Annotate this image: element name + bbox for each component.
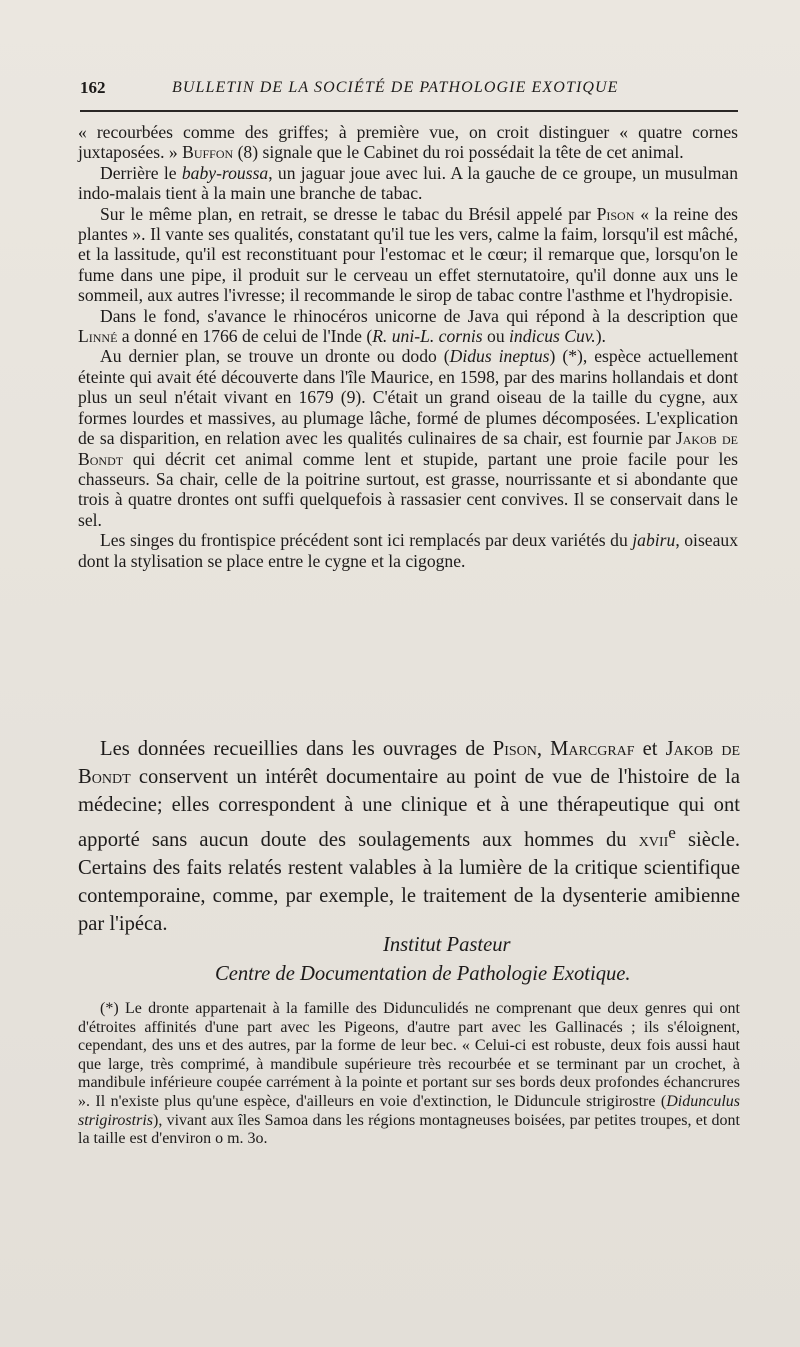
text-run: conservent un intérêt documentaire au point de vue de l'histoire de la médecine; elles correspondent à une clinique et à une thérapeutique qui ont apporté sans aucun doute des soulagements aux hommes du (78, 766, 740, 851)
author-name: Linné (78, 326, 118, 347)
author-name: Pison (492, 738, 537, 760)
paragraph-2 (78, 163, 738, 204)
text-run: , un jaguar joue avec lui. A la gauche de ce groupe, un musulman indo-malais tient à la main une branche de tabac. (78, 162, 738, 204)
text-run: Les singes du frontispice précédent sont ici remplacés par deux variétés du (100, 530, 633, 551)
italic-term: Didus ineptus (449, 346, 550, 367)
italic-term: R. uni-L. cornis (372, 326, 483, 347)
main-text-small (78, 122, 738, 571)
paragraph-conclusion (78, 735, 740, 938)
footnote (78, 1000, 740, 1149)
text-run: et (634, 738, 666, 760)
signature-block (160, 931, 740, 989)
text-run: Les données recueillies dans les ouvrages de (100, 738, 493, 760)
signature-institution: Institut Pasteur (383, 934, 511, 956)
italic-term: Didunculus strigirostris (78, 1092, 740, 1129)
paragraph-6 (78, 530, 738, 571)
author-name: Marcgraf (550, 738, 635, 760)
italic-term: indicus Cuv. (509, 326, 596, 347)
text-run: Dans le fond, s'avance le rhinocéros unicorne de Java qui répond à la description que (100, 305, 738, 326)
footnote-text (78, 1000, 740, 1149)
paragraph-3 (78, 204, 738, 306)
signature-department: Centre de Documentation de Pathologie Exotique. (215, 963, 631, 985)
text-run: , oiseaux dont la stylisation se place entre le cygne et la cigogne. (78, 530, 738, 571)
text-run: siècle. Certains des faits relatés restent valables à la lumière de la critique scientifique contemporaine, comme, par exemple, le traitement de la dysenterie amibienne par l'ipéca. (78, 828, 740, 935)
paragraph-4 (78, 306, 738, 347)
text-run: (8) signale que le Cabinet du roi possédait la tête de cet animal. (233, 142, 684, 163)
century-numeral: xvii (638, 828, 669, 851)
text-run: a donné en 1766 de celui de l'Inde ( (117, 326, 373, 347)
text-run: ). (595, 326, 606, 347)
page-header (80, 78, 736, 104)
paragraph-5 (78, 346, 738, 530)
text-run: « recourbées comme des griffes; à première vue, on croit distinguer « quatre cornes juxtaposées. » (78, 122, 738, 163)
main-text-large (78, 735, 740, 938)
text-run: , (536, 738, 551, 760)
author-name: Jakob de Bondt (78, 738, 740, 788)
italic-term: jabiru (632, 530, 676, 551)
text-run: Derrière le (100, 162, 182, 183)
header-rule (80, 110, 738, 112)
author-name: Buffon (182, 142, 234, 163)
century-superscript: e (668, 823, 676, 842)
text-run: ou (482, 326, 510, 347)
page-number: 162 (80, 78, 106, 97)
text-run: (*) Le dronte appartenait à la famille des Didunculidés ne comprenant que deux genres qui ont d'étroites affinités d'une part avec les Pigeons, d'autre part avec les Gallinacés ; ils s'éloignent, cependant, des uns et des autres, par la forme de leur bec. « Celui-ci est robuste, deux fois aussi haut que large, très comprimé, à mandibule supérieure très recourbée et se terminant par un crochet, à mandibule inférieure coupée carrément à la pointe et portant sur ses bords deux profondes échancrures ». Il n'existe plus qu'une espèce, d'ailleurs en voie d'extinction, le Diduncule strigirostre ( (78, 1000, 740, 1110)
text-run: qui décrit cet animal comme lent et stupide, partant une proie facile pour les chasseurs. Sa chair, celle de la poitrine surtout, est grasse, nourrissante et si abondante que trois à quatre drontes ont suffi quelquefois à rassasier cent convives. Il se conservait dans le sel. (78, 448, 738, 530)
text-run: ) (*), espèce actuellement éteinte qui avait été découverte dans l'île Maurice, en 1598, par des marins hollandais et dont plus un seul n'était vivant en 1679 (9). C'était un grand oiseau de la taille du cygne, aux formes lourdes et massives, au plumage lâche, formé de plumes décomposées. L'explication de sa disparition, en relation avec les qualités culinaires de sa chair, est fournie par (78, 346, 738, 449)
author-name: Pison (596, 203, 635, 224)
italic-term: baby-roussa (181, 162, 269, 183)
text-run: Sur le même plan, en retrait, se dresse le tabac du Brésil appelé par (100, 203, 597, 224)
text-run: Au dernier plan, se trouve un dronte ou dodo ( (100, 346, 450, 367)
author-name: Jakob de Bondt (78, 428, 738, 469)
running-title: BULLETIN DE LA SOCIÉTÉ DE PATHOLOGIE EXOTIQUE (172, 79, 619, 96)
text-run: « la reine des plantes ». Il vante ses qualités, constatant qu'il tue les vers, calme la faim, lorsqu'il est mâché, et la lassitude, qu'il est reconstituant pour l'estomac et le cœur; il remarque que, lorsqu'on le fume dans une pipe, il produit sur le cerveau un effet sternutatoire, qu'il donne aux uns le sommeil, aux autres l'ivresse; il recommande le sirop de tabac contre l'asthme et l'hydropisie. (78, 203, 739, 306)
paragraph-1 (78, 122, 738, 163)
text-run: ), vivant aux îles Samoa dans les régions montagneuses boisées, par petites troupes, et dont la taille est d'environ o m. 3o. (78, 1111, 740, 1148)
